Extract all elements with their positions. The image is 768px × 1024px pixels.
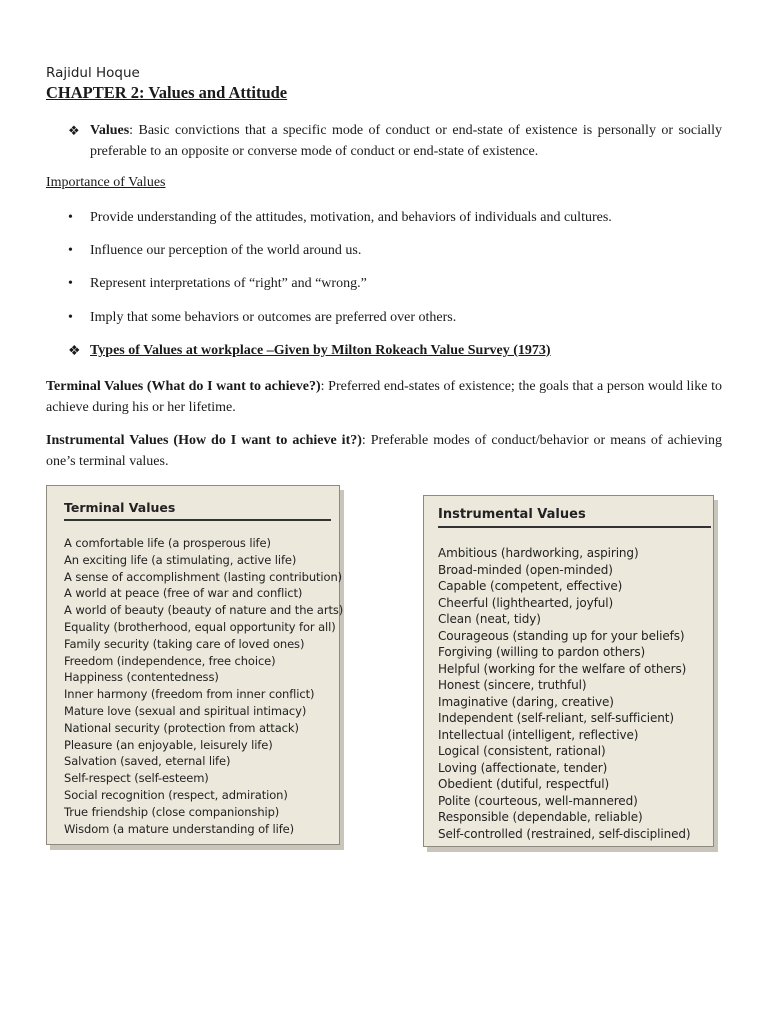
values-definition-text: : Basic convictions that a specific mode of conduct or end-state of existence is personally or socially preferable to an opposite or converse mode of conduct or end-state of existence. (90, 123, 722, 159)
list-item: Cheerful (lighthearted, joyful) (438, 595, 614, 610)
list-item: Loving (affectionate, tender) (438, 760, 608, 775)
list-item: A world of beauty (beauty of nature and the arts) (64, 603, 344, 618)
instrumental-values-paragraph: Instrumental Values (How do I want to achieve it?): Preferable modes of conduct/behavior or means of achieving one’s terminal values. (46, 433, 722, 469)
instrumental-values-table-heading: Instrumental Values (438, 507, 711, 528)
list-item: An exciting life (a stimulating, active life) (64, 552, 297, 567)
values-term: Values (90, 123, 130, 138)
terminal-values-paragraph: Terminal Values (What do I want to achieve?): Preferred end-states of existence; the goals that a person would like to achieve during his or her lifetime. (46, 379, 722, 415)
list-item: True friendship (close companionship) (64, 804, 280, 819)
list-item: A comfortable life (a prosperous life) (64, 536, 271, 550)
author-name: Rajidul Hoque (46, 65, 140, 81)
instrumental-values-list (438, 545, 713, 842)
instrumental-values-term: Instrumental Values (How do I want to achieve it?) (46, 433, 362, 448)
list-item: Inner harmony (freedom from inner conflict) (64, 687, 315, 702)
list-item: Mature love (sexual and spiritual intimacy) (64, 703, 307, 718)
list-item: Clean (neat, tidy) (438, 612, 541, 626)
list-item: Intellectual (intelligent, reflective) (438, 727, 639, 742)
list-item: Ambitious (hardworking, aspiring) (438, 546, 639, 560)
list-item: Equality (brotherhood, equal opportunity for all) (64, 619, 336, 634)
terminal-values-term: Terminal Values (What do I want to achieve?) (46, 379, 321, 394)
types-heading: ❖ Types of Values at workplace –Given by Milton Rokeach Value Survey (1973) (68, 343, 551, 359)
instrumental-values-table (423, 495, 714, 847)
bullet-dot-icon: • (68, 276, 73, 291)
values-definition (68, 120, 722, 162)
list-item: Responsible (dependable, reliable) (438, 810, 643, 824)
list-item: A sense of accomplishment (lasting contribution) (64, 569, 343, 584)
list-item: A world at peace (free of war and conflict) (64, 586, 303, 601)
list-item: Capable (competent, effective) (438, 579, 623, 593)
list-item: Family security (taking care of loved ones) (64, 636, 305, 651)
list-item: Freedom (independence, free choice) (64, 653, 276, 668)
bullet-dot-icon: • (68, 310, 73, 325)
list-item: Polite (courteous, well-mannered) (438, 793, 638, 808)
importance-item: • Provide understanding of the attitudes, motivation, and behaviors of individuals and cultures. (68, 210, 612, 225)
importance-item: • Imply that some behaviors or outcomes are preferred over others. (68, 310, 457, 325)
list-item: Self-respect (self-esteem) (64, 771, 209, 786)
list-item: Imaginative (daring, creative) (438, 694, 614, 709)
list-item: Obedient (dutiful, respectful) (438, 777, 610, 791)
list-item: Wisdom (a mature understanding of life) (64, 821, 295, 836)
list-item: Self-controlled (restrained, self-disciplined) (438, 826, 691, 841)
list-item: Logical (consistent, rational) (438, 744, 606, 758)
bullet-dot-icon: • (68, 210, 73, 225)
chapter-title: CHAPTER 2: Values and Attitude (46, 83, 288, 102)
list-item: Pleasure (an enjoyable, leisurely life) (64, 737, 273, 752)
importance-item: • Represent interpretations of “right” and “wrong.” (68, 276, 367, 291)
diamond-bullet-icon: ❖ (68, 344, 81, 359)
terminal-values-table (46, 485, 344, 845)
terminal-values-table-heading: Terminal Values (64, 500, 331, 521)
list-item: Forgiving (willing to pardon others) (438, 645, 646, 659)
list-item: Independent (self-reliant, self-sufficient) (438, 711, 674, 725)
list-item: National security (protection from attack) (64, 720, 299, 735)
list-item: Happiness (contentedness) (64, 670, 219, 685)
list-item: Broad-minded (open-minded) (438, 562, 613, 577)
list-item: Social recognition (respect, admiration) (64, 787, 288, 802)
diamond-bullet-icon: ❖ (68, 123, 80, 138)
terminal-values-list (64, 535, 344, 837)
list-item: Salvation (saved, eternal life) (64, 754, 231, 769)
list-item: Honest (sincere, truthful) (438, 678, 587, 692)
bullet-dot-icon: • (68, 243, 73, 258)
importance-heading: Importance of Values (46, 175, 166, 190)
list-item: Courageous (standing up for your beliefs) (438, 628, 685, 643)
list-item: Helpful (working for the welfare of others) (438, 661, 687, 676)
importance-item: • Influence our perception of the world around us. (68, 243, 362, 258)
